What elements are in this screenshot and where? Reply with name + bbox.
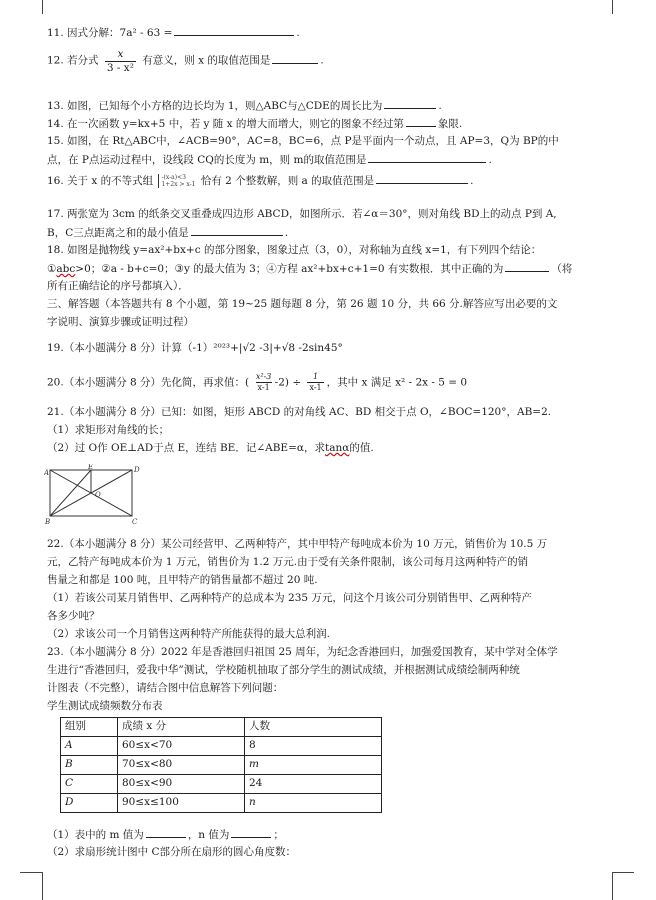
question-11: 11. 因式分解：7a² - 63 = .	[47, 27, 300, 39]
question-18-line-2: ①abc>0；②a - b+c=0；③y 的最大值为 3；④方程 ax²+bx+c+1=0 有实数根．其中正确的为 （将	[47, 263, 573, 275]
table-cell: 8	[245, 737, 382, 756]
question-23-line-1: 23.（本小题满分 8 分）2022 年是香港回归祖国 25 周年，为纪念香港回归，加强爱国教育，某中学对全体学	[47, 646, 558, 658]
question-16: 16. 关于 x 的不等式组 -(x-a)<3 1+2x > x-1 恰有 2 个整数解，则 a 的取值范围是 .	[47, 174, 474, 189]
section-3-instructions-line-2: 字说明、演算步骤或证明过程）	[47, 316, 194, 328]
table-cell: m	[245, 756, 382, 775]
answer-blank	[384, 99, 436, 109]
question-13: 13. 如图，已知每个小方格的边长均为 1，则△ABC与△CDE的周长比为 .	[47, 100, 442, 112]
answer-blank	[174, 26, 294, 36]
table-cell: 70≤x<80	[118, 756, 245, 775]
fraction: $\frac{\text{x²-3}}{x-1}$	[255, 372, 272, 392]
question-20: 20.（本小题满分 8 分）先化简，再求值：( $\frac{\text{x²-3}}{x-1}$ -2) ÷ $\frac{1}{x-1}$ ，其中 x 满足 x² - 2x - 5 = 0	[47, 372, 468, 392]
crop-mark-top-left-v	[42, 0, 43, 14]
question-15-line-2: 点，在 P点运动过程中，设线段 CQ的长度为 m，则 m的取值范围是 .	[47, 154, 492, 166]
label-o: O	[95, 491, 101, 499]
table-title: 学生测试成绩频数分布表	[47, 700, 163, 712]
table-cell: 80≤x<90	[118, 775, 245, 794]
question-21-sub-1: （1）求矩形对角线的长；	[47, 424, 170, 436]
question-21-line-1: 21.（本小题满分 8 分）已知：如图，矩形 ABCD 的对角线 AC、BD 相交于点 O，∠BOC=120°，AB=2.	[47, 406, 552, 418]
table-row	[61, 737, 382, 756]
section-3-instructions-line-1: 三、解答题（本答题共有 8 个小题，第 19~25 题每题 8 分，第 26 题 10 分，共 66 分.解答应写出必要的文	[47, 298, 558, 310]
table-header-row	[61, 718, 382, 737]
question-23-line-2: 生进行“香港回归，爱我中华”测试，学校随机抽取了部分学生的测试成绩，并根据测试成绩绘制两种统	[47, 664, 520, 676]
question-17-line-1: 17. 两张宽为 3cm 的纸条交叉重叠成四边形 ABCD，如图所示．若∠α＝30°，则对角线 BD上的动点 P到 A,	[47, 208, 557, 220]
table-row	[61, 775, 382, 794]
crop-mark-bottom-right-h	[612, 872, 634, 873]
crop-mark-bottom-left-v	[42, 872, 43, 900]
question-22-line-3: 售量之和都是 100 吨，且甲特产的销售量都不超过 20 吨.	[47, 574, 318, 586]
label-c: C	[132, 518, 138, 526]
question-22-line-2: 元，乙特产每吨成本价为 1 万元，销售价为 1.2 万元.由于受有关条件限制，该公司每月这两种特产的销	[47, 556, 529, 568]
crop-mark-bottom-left-h	[20, 872, 42, 873]
question-23-line-3: 计图表（不完整），请结合图中信息解答下列问题：	[47, 682, 284, 694]
fraction: $\frac{x}{\text{3 - x²}}$	[106, 48, 134, 75]
question-21-sub-2: （2）过 O作 OE⊥AD于点 E，连结 BE．记∠ABE=α，求tanα的值.	[47, 442, 374, 454]
table-row	[61, 756, 382, 775]
answer-blank	[191, 226, 283, 236]
question-22-sub-2: （2）求该公司一个月销售这两种特产所能获得的最大总利润.	[47, 628, 331, 640]
inequality-system: -(x-a)<3 1+2x > x-1	[158, 174, 195, 188]
question-22-sub-1: （1）若该公司某月销售甲、乙两种特产的总成本为 235 万元，问这个月该公司分别销售甲、乙两种特产	[47, 592, 532, 604]
question-19: 19.（本小题满分 8 分）计算（-1）²⁰²³+|√2 -3|+√8 -2sin45°	[47, 342, 343, 354]
segment-be	[50, 470, 91, 516]
table-cell: 60≤x<70	[118, 737, 245, 756]
answer-blank	[406, 117, 436, 127]
question-22-line-1: 22.（本小题满分 8 分）某公司经营甲、乙两种特产，其中甲特产每吨成本价为 10 万元，销售价为 10.5 万	[47, 538, 548, 550]
question-23-sub-1: （1）表中的 m 值为 ，n 值为 ；	[47, 829, 284, 841]
table-cell: B	[61, 756, 118, 775]
question-17-line-2: B，C三点距离之和的最小值是 .	[47, 227, 289, 239]
question-14: 14. 在一次函数 y=kx+5 中，若 y 随 x 的增大而增大，则它的图象不经过第 象限.	[47, 118, 463, 130]
table-cell: A	[61, 737, 118, 756]
label-a: A	[44, 469, 50, 477]
answer-blank	[376, 174, 468, 184]
question-18-line-3: 所有正确结论的序号都填入）．	[47, 280, 189, 292]
answer-blank	[505, 262, 549, 272]
label-e: E	[88, 464, 94, 471]
table-cell: D	[61, 794, 118, 813]
crop-mark-top-right-v	[612, 0, 613, 14]
label-b: B	[45, 518, 51, 526]
answer-blank	[146, 828, 186, 838]
question-23-sub-2: （2）求扇形统计图中 C部分所在扇形的圆心角度数：	[47, 846, 297, 858]
table-header-cell: 人数	[245, 718, 382, 737]
answer-blank	[272, 54, 318, 64]
table-cell: C	[61, 775, 118, 794]
question-18-line-1: 18. 如图是抛物线 y=ax²+bx+c 的部分图象，图象过点（3，0），对称轴为直线 x=1，有下列四个结论：	[47, 244, 542, 256]
answer-blank	[368, 153, 486, 163]
label-d: D	[134, 466, 140, 474]
answer-blank	[231, 828, 271, 838]
question-22-sub-1-cont: 各多少吨？	[47, 610, 100, 622]
crop-mark-bottom-right-v	[612, 872, 613, 900]
frequency-table	[60, 717, 382, 813]
table-cell: n	[245, 794, 382, 813]
question-12: 12. 若分式 $\frac{x}{\text{3 - x²}}$ 有意义，则 x 的取值范围是 .	[47, 48, 324, 75]
table-header-cell: 组别	[61, 718, 118, 737]
table-row	[61, 794, 382, 813]
question-15-line-1: 15. 如图，在 Rt△ABC中，∠ACB=90°，AC=8，BC=6，点 P是平面内一个动点，且 AP=3，Q为 BP的中	[47, 135, 559, 147]
fraction: $\frac{1}{x-1}$	[309, 372, 322, 392]
table-cell: 90≤x≤100	[118, 794, 245, 813]
table-header-cell: 成绩 x 分	[118, 718, 245, 737]
table-cell: 24	[245, 775, 382, 794]
rectangle-diagram	[44, 464, 144, 526]
